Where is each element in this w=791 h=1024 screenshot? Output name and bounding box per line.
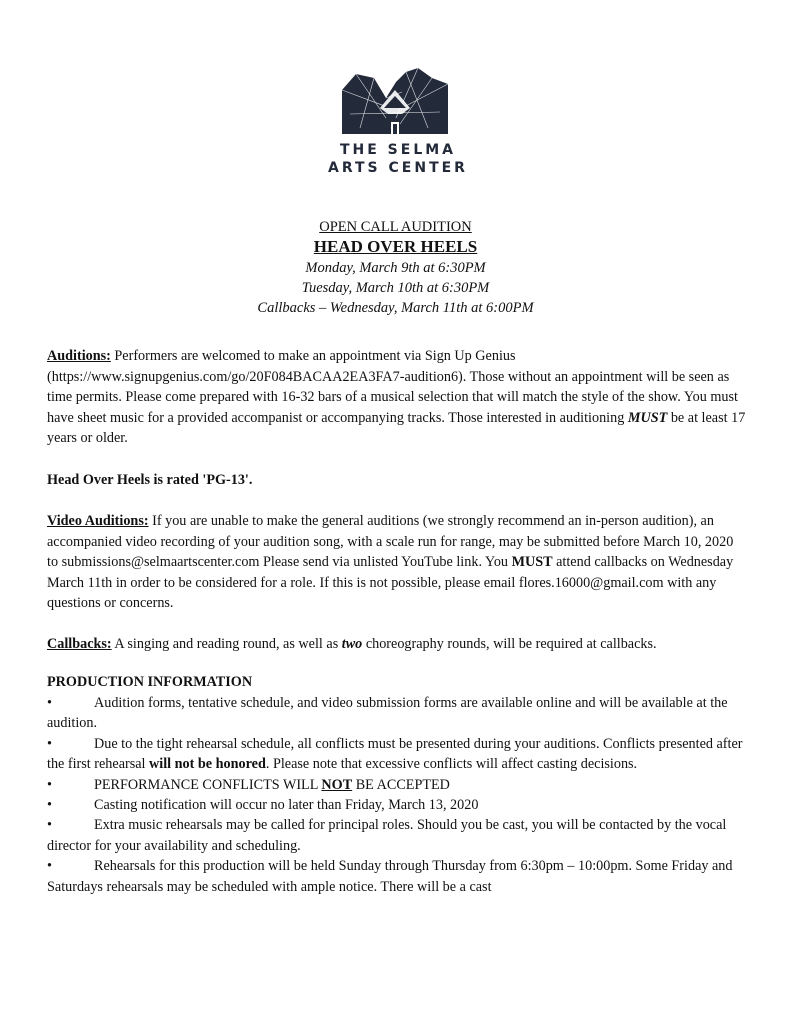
bullet-icon: • xyxy=(47,858,52,875)
auditions-must: MUST xyxy=(627,409,668,426)
show-title: HEAD OVER HEELS xyxy=(313,237,478,256)
selma-arts-center-logo xyxy=(318,68,478,182)
auditions-label: Auditions: xyxy=(47,348,111,364)
audition-header xyxy=(0,218,791,318)
callbacks-text-1: A singing and reading round, as well as xyxy=(111,636,342,652)
bullet-text: Audition forms, tentative schedule, and video submission forms are available online and will be available at the audition. xyxy=(47,695,728,732)
video-auditions-label: Video Auditions: xyxy=(47,513,149,529)
bullet-icon: • xyxy=(47,735,52,752)
bullet-emphasis: will not be honored xyxy=(149,756,266,773)
bullet-text: Extra music rehearsals may be called for principal roles. Should you be cast, you will be contacted by the vocal director for your availability and scheduling. xyxy=(47,817,727,854)
list-item xyxy=(47,815,747,856)
bullet-text: Rehearsals for this production will be held Sunday through Thursday from 6:30pm – 10:00pm. Some Friday and Saturdays rehearsals may be scheduled with ample notice. There will be a cast xyxy=(47,858,733,895)
video-text-1: If you are unable to make the general auditions (we strongly recommend an in-person audition), an accompanied video recording of your audition song, with a scale run for range, may be submitted before March 10, 2020 to submissions@selmaartscenter.com Please send via unlisted YouTube link. You xyxy=(47,513,734,571)
bullet-icon: • xyxy=(47,797,52,814)
auditions-text-1: Performers are welcomed to make an appointment via Sign Up Genius (https://www.signupgenius.com/go/20F084BACAA2EA3FA7-audition6). Those without an appointment will be seen as time permits. Please come prepared with 16-32 bars of a musical selection that will match the style of the show. You must have sheet music for a provided accompanist or accompanying tracks. Those interested in auditioning xyxy=(47,348,738,426)
rating-line: Head Over Heels is rated 'PG-13'. xyxy=(47,472,253,488)
bullet-text: PERFORMANCE CONFLICTS WILL xyxy=(94,776,322,793)
callbacks-two: two xyxy=(341,636,363,652)
bullet-text: Due to the tight rehearsal schedule, all conflicts must be presented during your auditions. Conflicts presented after the first rehearsal xyxy=(47,735,743,773)
bullet-emphasis: NOT xyxy=(321,776,353,793)
list-item xyxy=(47,795,747,815)
callbacks-paragraph xyxy=(47,634,747,655)
date-callbacks: Callbacks – Wednesday, March 11th at 6:00PM xyxy=(257,300,534,316)
bullet-icon: • xyxy=(47,695,52,711)
list-item xyxy=(47,856,747,897)
bullet-icon: • xyxy=(47,817,52,834)
open-call-heading: OPEN CALL AUDITION xyxy=(319,219,472,235)
bullet-text: BE ACCEPTED xyxy=(352,776,450,793)
bullet-text: . Please note that excessive conflicts will affect casting decisions. xyxy=(265,756,638,773)
auditions-paragraph xyxy=(47,346,747,449)
callbacks-label: Callbacks: xyxy=(47,636,112,652)
video-auditions-paragraph xyxy=(47,511,747,614)
callbacks-text-2: choreography rounds, will be required at callbacks. xyxy=(362,636,657,652)
building-logo-icon xyxy=(340,68,450,140)
video-must: MUST xyxy=(511,554,553,571)
list-item xyxy=(47,693,747,734)
date-tuesday: Tuesday, March 10th at 6:30PM xyxy=(301,280,490,296)
bullet-text: Casting notification will occur no later than Friday, March 13, 2020 xyxy=(94,797,479,814)
production-info-heading: PRODUCTION INFORMATION xyxy=(47,674,253,690)
video-text-2: attend callbacks on Wednesday March 11th in order to be considered for a role. If this is not possible, please email flores.16000@gmail.com with any questions or concerns. xyxy=(47,554,734,612)
production-info-list xyxy=(47,693,747,897)
bullet-icon: • xyxy=(47,776,52,793)
logo-text-line-2: ARTS CENTER xyxy=(328,160,468,176)
auditions-text-2: be at least 17 years or older. xyxy=(47,409,746,447)
logo-text-line-1: THE SELMA xyxy=(339,142,457,158)
list-item xyxy=(47,775,747,795)
list-item xyxy=(47,734,747,775)
date-monday: Monday, March 9th at 6:30PM xyxy=(305,260,486,276)
